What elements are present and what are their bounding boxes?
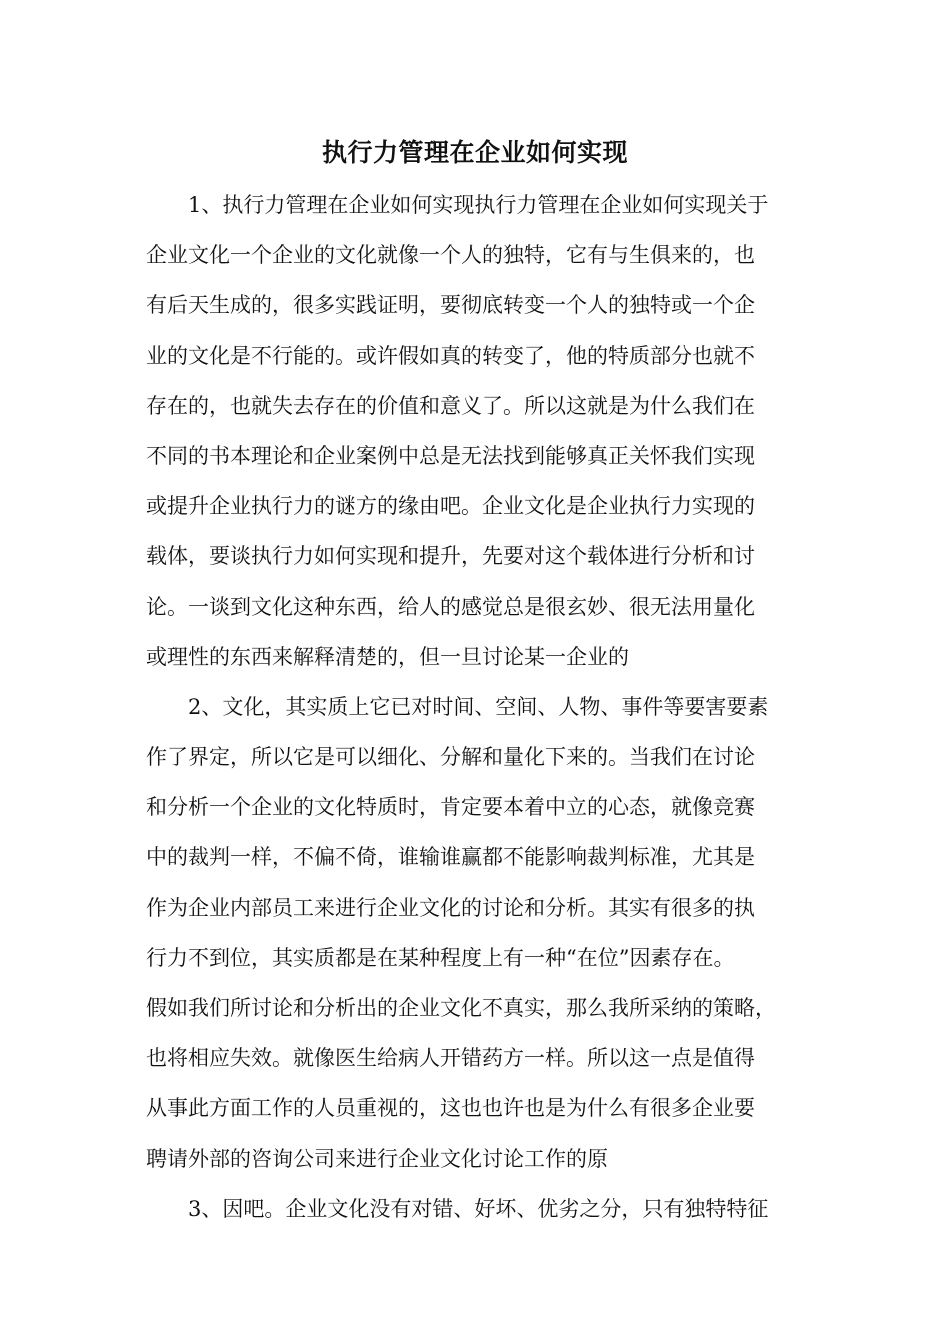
text-line: 3、因吧。企业文化没有对错、好坏、优劣之分，只有独特特征: [188, 1196, 769, 1221]
paragraph-3: [146, 1184, 842, 1234]
text-line: 行力不到位，其实质都是在某种程度上有一种“在位”因素存在。: [146, 945, 735, 970]
paragraph-1: [146, 180, 842, 682]
document-body: [146, 180, 842, 1234]
text-line: 或提升企业执行力的谜方的缘由吧。企业文化是企业执行力实现的: [146, 494, 755, 519]
text-line: 载体，要谈执行力如何实现和提升，先要对这个载体进行分析和讨: [146, 544, 755, 569]
text-line: 存在的，也就失去存在的价值和意义了。所以这就是为什么我们在: [146, 393, 755, 418]
text-line: 聘请外部的咨询公司来进行企业文化讨论工作的原: [146, 1146, 608, 1171]
text-line: 假如我们所讨论和分析出的企业文化不真实，那么我所采纳的策略，: [146, 996, 776, 1020]
text-line: 和分析一个企业的文化特质时，肯定要本着中立的心态，就像竞赛: [146, 795, 755, 820]
paragraph-2: [146, 682, 842, 1184]
text-line: 2、文化，其实质上它已对时间、空间、人物、事件等要害要素: [188, 694, 769, 719]
text-line: 有后天生成的，很多实践证明，要彻底转变一个人的独特或一个企: [146, 293, 755, 318]
text-line: 论。一谈到文化这种东西，给人的感觉总是很玄妙、很无法用量化: [146, 594, 755, 619]
text-line: 中的裁判一样，不偏不倚，谁输谁赢都不能影响裁判标准，尤其是: [146, 845, 755, 870]
text-line: 也将相应失效。就像医生给病人开错药方一样。所以这一点是值得: [146, 1046, 755, 1071]
text-line: 不同的书本理论和企业案例中总是无法找到能够真正关怀我们实现: [146, 443, 755, 468]
text-line: 从事此方面工作的人员重视的，这也也许也是为什么有很多企业要: [146, 1096, 755, 1121]
text-line: 作为企业内部员工来进行企业文化的讨论和分析。其实有很多的执: [146, 895, 755, 920]
document-title: 执行力管理在企业如何实现: [321, 138, 628, 167]
text-line: 业的文化是不行能的。或许假如真的转变了，他的特质部分也就不: [146, 343, 755, 368]
text-line: 企业文化一个企业的文化就像一个人的独特，它有与生俱来的，也: [146, 243, 755, 268]
text-line: 或理性的东西来解释清楚的，但一旦讨论某一企业的: [146, 644, 629, 669]
text-line: 1、执行力管理在企业如何实现执行力管理在企业如何实现关于: [188, 193, 769, 217]
text-line: 作了界定，所以它是可以细化、分解和量化下来的。当我们在讨论: [146, 745, 755, 770]
